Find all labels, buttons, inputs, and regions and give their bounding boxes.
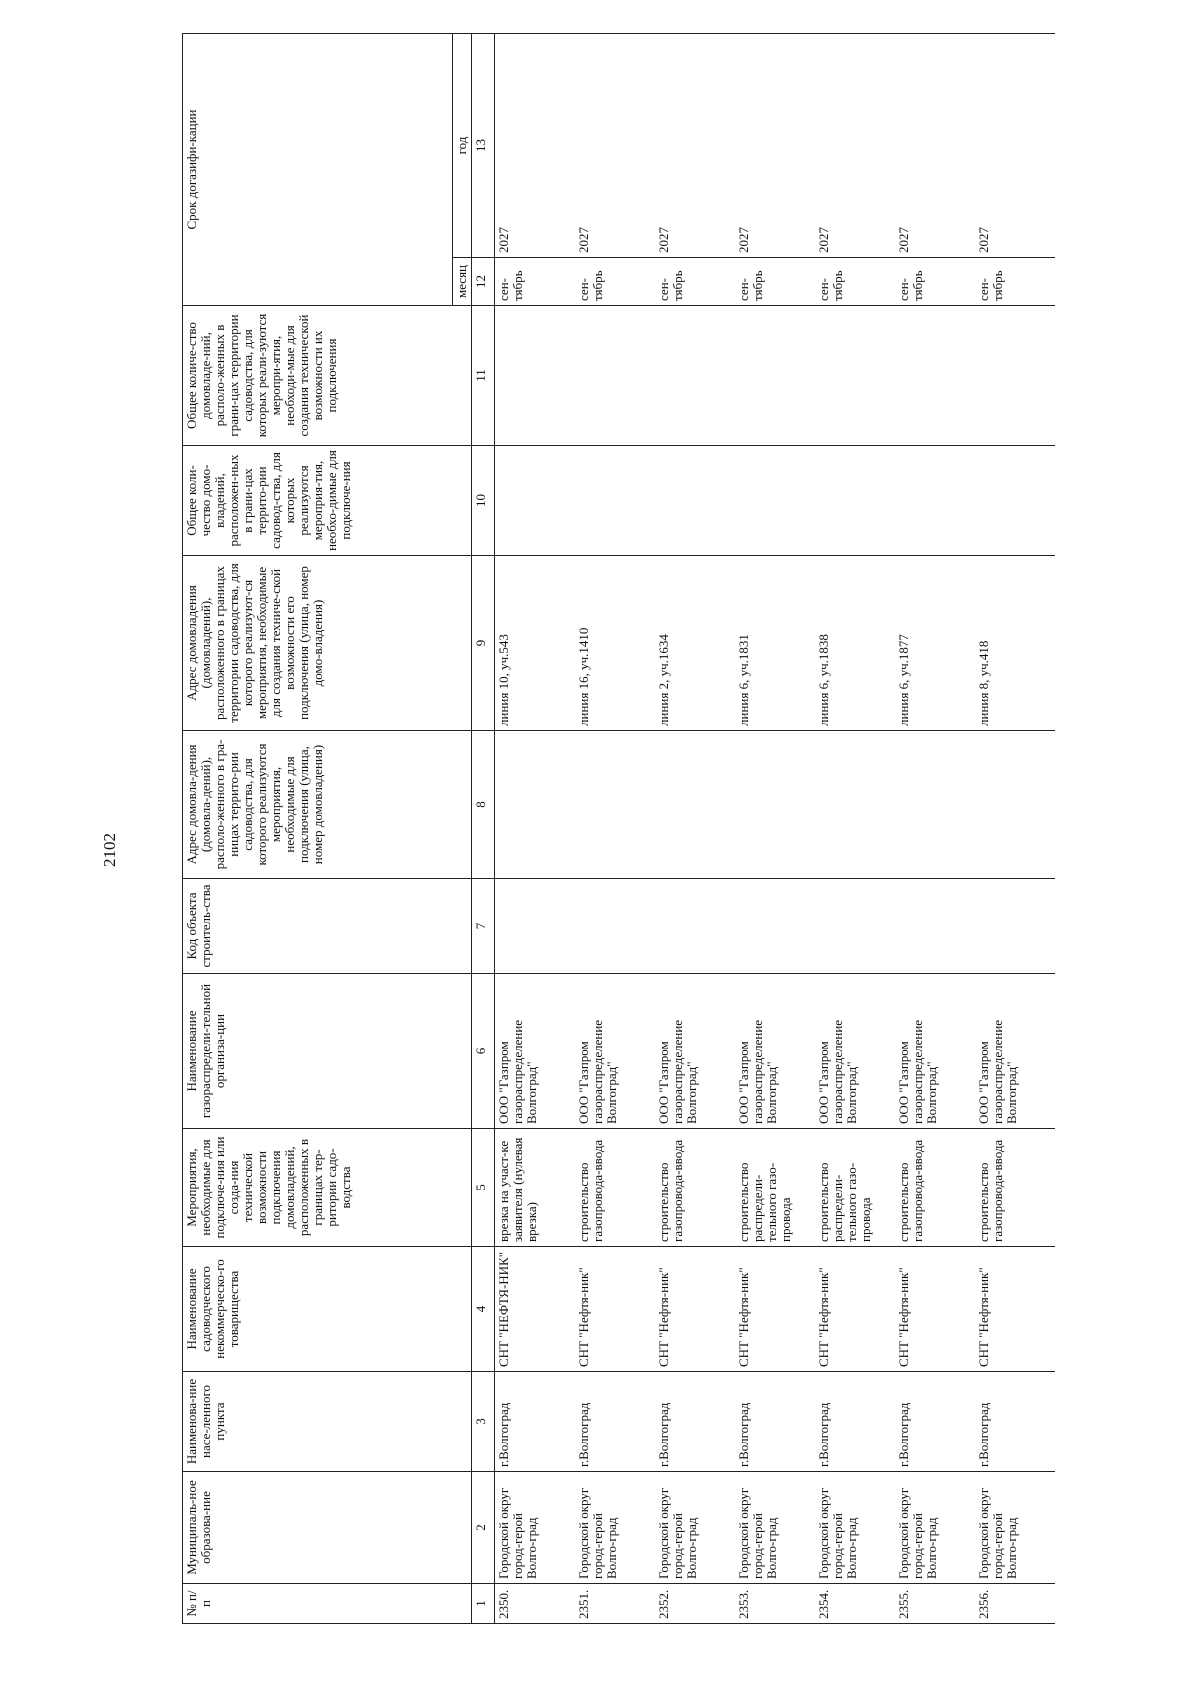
column-number: 13 — [472, 33, 495, 257]
deadline-year: 2027 — [735, 33, 815, 257]
count-technical — [895, 306, 975, 446]
header-col6: Наименование газораспредели-тельной организа-ции — [183, 974, 472, 1129]
header-col4: Наименование садоводческого некоммерческо-го товарищества — [183, 1247, 472, 1372]
address-connection — [575, 731, 655, 879]
table-row — [575, 33, 655, 1623]
header-deadline: Срок догазифи-кации — [183, 33, 453, 305]
event: строительство газопровода-ввода — [895, 1129, 975, 1247]
address-technical: линия 6, уч.1877 — [895, 556, 975, 731]
column-number: 2 — [472, 1472, 495, 1584]
header-col9: Адрес домовладения (домовладений), расположенного в границах территории садоводства, для которого реализуют-ся мероприятия, необходимые для создания техниче-ской возможности его подключения (улица, номер домо-владения) — [183, 556, 472, 731]
address-technical: линия 2, уч.1634 — [655, 556, 735, 731]
deadline-month: сен-тябрь — [735, 258, 815, 306]
address-connection — [735, 731, 815, 879]
page-number: 2102 — [100, 833, 119, 867]
deadline-year: 2027 — [895, 33, 975, 257]
gas-organization: ООО "Газпром газораспределение Волгоград" — [655, 974, 735, 1129]
column-number: 7 — [472, 879, 495, 974]
table-row — [655, 33, 735, 1623]
gas-organization: ООО "Газпром газораспределение Волгоград" — [575, 974, 655, 1129]
column-number: 10 — [472, 446, 495, 556]
deadline-month: сен-тябрь — [575, 258, 655, 306]
header-col5: Мероприятия, необходимые для подключе-ния или созда-ния технической возможности подключения домовладений, расположенных в границах тер-ритории садо-водства — [183, 1129, 472, 1247]
count-technical — [655, 306, 735, 446]
row-number: 2351. — [575, 1584, 655, 1624]
address-technical: линия 6, уч.1838 — [815, 556, 895, 731]
header-col8: Адрес домовла-дения (домовла-дений), располо-женного в гра-ницах террито-рии садоводства, для которого реализуются мероприятия, необходимые для подключения (улица, номер домовладения) — [183, 731, 472, 879]
event: строительство распредели-тельного газо-провода — [735, 1129, 815, 1247]
snt-name: СНТ "Нефтя-ник" — [735, 1247, 815, 1372]
deadline-month: сен-тябрь — [895, 258, 975, 306]
deadline-year: 2027 — [495, 33, 576, 257]
header-col2: Муниципаль-ное образова-ние — [183, 1472, 472, 1584]
snt-name: СНТ "Нефтя-ник" — [895, 1247, 975, 1372]
table-row — [495, 33, 576, 1623]
row-number: 2353. — [735, 1584, 815, 1624]
count-technical — [815, 306, 895, 446]
count-technical — [575, 306, 655, 446]
municipality: Городской округ город-герой Волго-град — [975, 1472, 1055, 1584]
table-row — [895, 33, 975, 1623]
event: врезка на участ-ке заявителя (нулевая врезка) — [495, 1129, 576, 1247]
deadline-month: сен-тябрь — [655, 258, 735, 306]
address-technical: линия 6, уч.1831 — [735, 556, 815, 731]
row-number: 2354. — [815, 1584, 895, 1624]
object-code — [575, 879, 655, 974]
table-body — [495, 33, 1056, 1623]
column-number: 9 — [472, 556, 495, 731]
table-row — [735, 33, 815, 1623]
object-code — [735, 879, 815, 974]
deadline-year: 2027 — [575, 33, 655, 257]
header-col7: Код объекта строитель-ства — [183, 879, 472, 974]
address-connection — [815, 731, 895, 879]
deadline-year: 2027 — [815, 33, 895, 257]
header-col10: Общее коли-чество домо-владений, расположен-ных в грани-цах террито-рии садовод-ства, для которых реализуются мероприя-тия, необхо-димые для подключе-ния — [183, 446, 472, 556]
rotated-table-container — [182, 34, 1182, 1624]
column-number: 6 — [472, 974, 495, 1129]
settlement: г.Волгоград — [975, 1372, 1055, 1472]
address-technical: линия 16, уч.1410 — [575, 556, 655, 731]
count-connection — [975, 446, 1055, 556]
count-connection — [815, 446, 895, 556]
address-connection — [975, 731, 1055, 879]
header-col1: № п/п — [183, 1584, 472, 1624]
header-month: месяц — [453, 258, 472, 306]
count-connection — [575, 446, 655, 556]
count-connection — [495, 446, 576, 556]
gas-organization: ООО "Газпром газораспределение Волгоград" — [735, 974, 815, 1129]
column-number: 8 — [472, 731, 495, 879]
municipality: Городской округ город-герой Волго-град — [575, 1472, 655, 1584]
count-technical — [495, 306, 576, 446]
municipality: Городской округ город-герой Волго-град — [815, 1472, 895, 1584]
gas-organization: ООО "Газпром газораспределение Волгоград" — [895, 974, 975, 1129]
event: строительство газопровода-ввода — [655, 1129, 735, 1247]
snt-name: СНТ "Нефтя-ник" — [975, 1247, 1055, 1372]
header-col3: Наименова-ние насе-ленного пункта — [183, 1372, 472, 1472]
count-connection — [895, 446, 975, 556]
snt-name: СНТ "НЕФТЯ-НИК" — [495, 1247, 576, 1372]
column-number: 1 — [472, 1584, 495, 1624]
deadline-year: 2027 — [655, 33, 735, 257]
gas-organization: ООО "Газпром газораспределение Волгоград" — [975, 974, 1055, 1129]
object-code — [655, 879, 735, 974]
snt-name: СНТ "Нефтя-ник" — [815, 1247, 895, 1372]
table-row — [975, 33, 1055, 1623]
header-row — [183, 33, 453, 1623]
gas-organization: ООО "Газпром газораспределение Волгоград" — [495, 974, 576, 1129]
deadline-month: сен-тябрь — [815, 258, 895, 306]
event: строительство газопровода-ввода — [975, 1129, 1055, 1247]
count-connection — [655, 446, 735, 556]
object-code — [895, 879, 975, 974]
municipality: Городской округ город-герой Волго-град — [495, 1472, 576, 1584]
header-year: год — [453, 33, 472, 257]
settlement: г.Волгоград — [495, 1372, 576, 1472]
settlement: г.Волгоград — [815, 1372, 895, 1472]
municipality: Городской округ город-герой Волго-град — [655, 1472, 735, 1584]
object-code — [815, 879, 895, 974]
address-technical: линия 10, уч.543 — [495, 556, 576, 731]
address-connection — [895, 731, 975, 879]
table-row — [815, 33, 895, 1623]
column-number: 5 — [472, 1129, 495, 1247]
snt-name: СНТ "Нефтя-ник" — [575, 1247, 655, 1372]
settlement: г.Волгоград — [895, 1372, 975, 1472]
row-number: 2350. — [495, 1584, 576, 1624]
row-number: 2355. — [895, 1584, 975, 1624]
deadline-month: сен-тябрь — [495, 258, 576, 306]
settlement: г.Волгоград — [575, 1372, 655, 1472]
snt-name: СНТ "Нефтя-ник" — [655, 1247, 735, 1372]
event: строительство распредели-тельного газо-провода — [815, 1129, 895, 1247]
address-connection — [655, 731, 735, 879]
object-code — [975, 879, 1055, 974]
gasification-table — [182, 33, 1055, 1624]
column-number: 11 — [472, 306, 495, 446]
settlement: г.Волгоград — [655, 1372, 735, 1472]
event: строительство газопровода-ввода — [575, 1129, 655, 1247]
settlement: г.Волгоград — [735, 1372, 815, 1472]
address-connection — [495, 731, 576, 879]
gas-organization: ООО "Газпром газораспределение Волгоград" — [815, 974, 895, 1129]
deadline-month: сен-тябрь — [975, 258, 1055, 306]
municipality: Городской округ город-герой Волго-град — [895, 1472, 975, 1584]
count-technical — [735, 306, 815, 446]
row-number: 2356. — [975, 1584, 1055, 1624]
count-technical — [975, 306, 1055, 446]
row-number: 2352. — [655, 1584, 735, 1624]
header-col11: Общее количе-ство домовладе-ний, располо-женных в грани-цах территории садоводства, для которых реали-зуются меропри-ятия, необходи-мые для создания технической возможности их подключения — [183, 306, 472, 446]
address-technical: линия 8, уч.418 — [975, 556, 1055, 731]
column-number: 12 — [472, 258, 495, 306]
municipality: Городской округ город-герой Волго-град — [735, 1472, 815, 1584]
column-number: 3 — [472, 1372, 495, 1472]
column-number: 4 — [472, 1247, 495, 1372]
object-code — [495, 879, 576, 974]
count-connection — [735, 446, 815, 556]
column-number-row — [472, 33, 495, 1623]
deadline-year: 2027 — [975, 33, 1055, 257]
